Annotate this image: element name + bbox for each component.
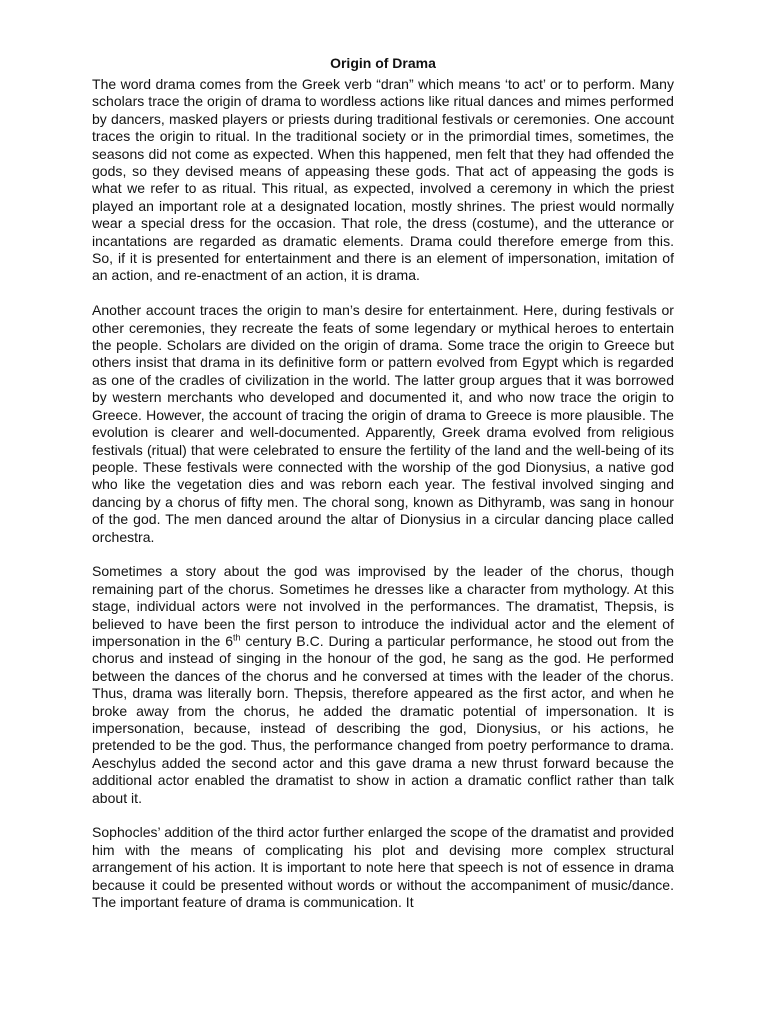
paragraph-3 <box>92 563 674 807</box>
paragraph-4: Sophocles’ addition of the third actor further enlarged the scope of the dramatist and provided him with the means of complicating his plot and devising more complex structural arrangement of his action. It is important to note here that speech is not of essence in drama because it could be presented without words or without the accompaniment of music/dance. The important feature of drama is communication. It <box>92 824 674 911</box>
paragraph-3-after-sup: century B.C. During a particular performance, he stood out from the chorus and instead of singing in the honour of the god, he sang as the god. He performed between the dances of the chorus and he conversed at times with the leader of the chorus. Thus, drama was literally born. Thepsis, therefore appeared as the first actor, and when he broke away from the chorus, he added the dramatic potential of impersonation. It is impersonation, because, instead of describing the god, Dionysius, or his actions, he pretended to be the god. Thus, the performance changed from poetry performance to drama. Aeschylus added the second actor and this gave drama a new thrust forward because the additional actor enabled the dramatist to show in action a dramatic conflict rather than talk about it. <box>92 632 674 806</box>
paragraph-2: Another account traces the origin to man’s desire for entertainment. Here, during festivals or other ceremonies, they recreate the feats of some legendary or mythical heroes to entertain the people. Scholars are divided on the origin of drama. Some trace the origin to Greece but others insist that drama in its definitive form or pattern evolved from Egypt which is regarded as one of the cradles of civilization in the world. The latter group argues that it was borrowed by western merchants who developed and documented it, and who now trace the origin to Greece. However, the account of tracing the origin of drama to Greece is more plausible. The evolution is clearer and well-documented. Apparently, Greek drama evolved from religious festivals (ritual) that were celebrated to ensure the fertility of the land and the well-being of its people. These festivals were connected with the worship of the god Dionysius, a native god who like the vegetation dies and was reborn each year. The festival involved singing and dancing by a chorus of fifty men. The choral song, known as Dithyramb, was sang in honour of the god. The men danced around the altar of Dionysius in a circular dancing place called orchestra. <box>92 302 674 545</box>
document-page <box>92 52 674 911</box>
document-title: Origin of Drama <box>330 55 436 71</box>
ordinal-superscript: th <box>233 632 241 643</box>
paragraph-3-before-sup: Sometimes a story about the god was improvised by the leader of the chorus, though remaining part of the chorus. Sometimes he dresses like a character from mythology. At this stage, individual actors were not involved in the performances. The dramatist, Thepsis, is believed to have been the first person to introduce the individual actor and the element of impersonation in the 6 <box>92 563 674 649</box>
paragraph-1: The word drama comes from the Greek verb “dran” which means ‘to act’ or to perform. Many scholars trace the origin of drama to wordless actions like ritual dances and mimes performed by dancers, masked players or priests during traditional festivals or ceremonies. One account traces the origin to ritual. In the traditional society or in the primordial times, sometimes, the seasons did not come as expected. When this happened, men felt that they had offended the gods, so they devised means of appeasing these gods. That act of appeasing the gods is what we refer to as ritual. This ritual, as expected, involved a ceremony in which the priest played an important role at a designated location, mostly shrines. The priest would normally wear a special dress for the occasion. That role, the dress (costume), and the utterance or incantations are regarded as dramatic elements. Drama could therefore emerge from this. So, if it is presented for entertainment and there is an element of impersonation, imitation of an action, and re-enactment of an action, it is drama. <box>92 76 674 284</box>
